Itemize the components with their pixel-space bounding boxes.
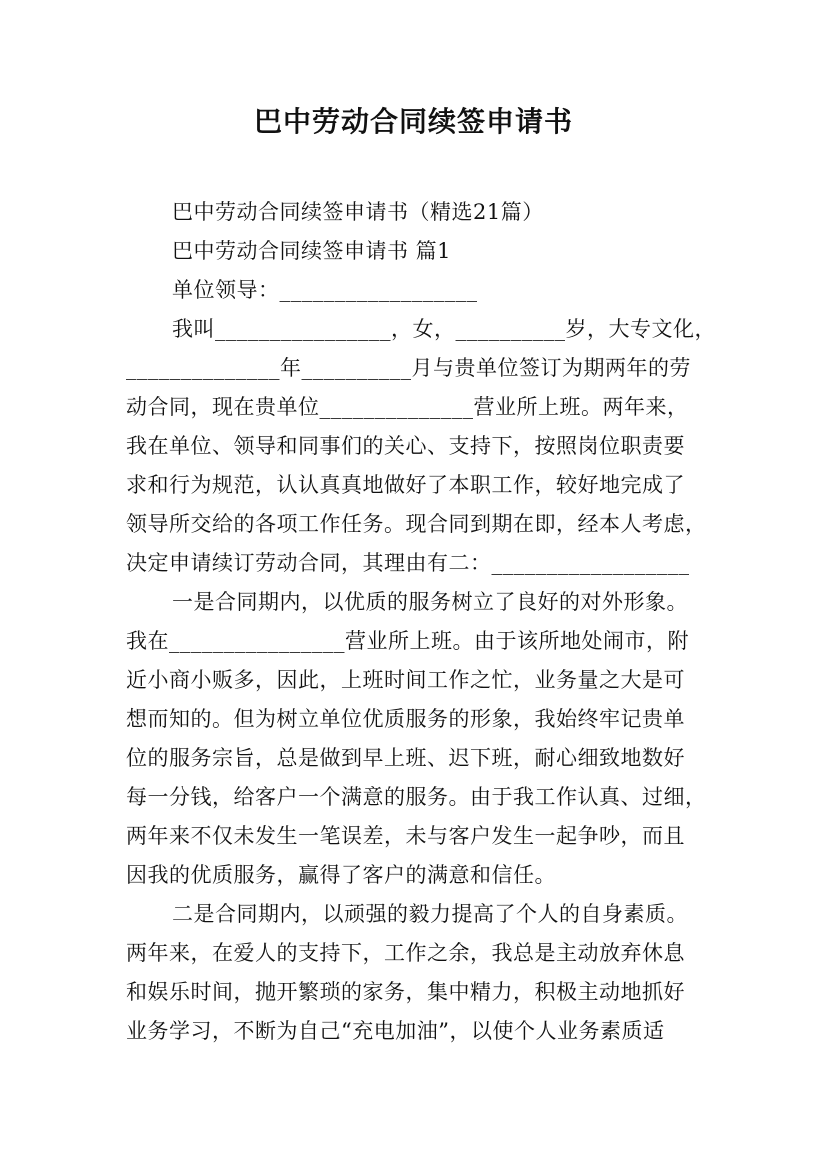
body-line: 动合同，现在贵单位______________营业所上班。两年来，	[126, 395, 689, 419]
section-heading-line: 巴中劳动合同续签申请书 篇1	[172, 239, 452, 263]
subtitle-line: 巴中劳动合同续签申请书（精选21篇）	[172, 200, 544, 224]
body-line: 二是合同期内，以顽强的毅力提高了个人的自身素质。	[172, 902, 688, 926]
body-line: 我在________________营业所上班。由于该所地处闹市，附	[126, 629, 689, 653]
body-line: 位的服务宗旨，总是做到早上班、迟下班，耐心细致地数好	[126, 746, 685, 770]
body-line: 两年来不仅未发生一笔误差，未与客户发生一起争吵，而且	[126, 824, 685, 848]
document-title: 巴中劳动合同续签申请书	[253, 105, 573, 138]
body-line: 我叫________________，女，__________岁，大专文化，	[172, 317, 716, 341]
body-line: 两年来，在爱人的支持下，工作之余，我总是主动放弃休息	[126, 941, 685, 965]
body-line: 领导所交给的各项工作任务。现合同到期在即，经本人考虑，	[126, 512, 707, 536]
body-line: ______________年__________月与贵单位签订为期两年的劳	[126, 356, 691, 380]
body-line: 求和行为规范，认认真真地做好了本职工作，较好地完成了	[126, 473, 685, 497]
salutation-line: 单位领导：__________________	[172, 278, 478, 302]
body-line: 想而知的。但为树立单位优质服务的形象，我始终牢记贵单	[126, 707, 685, 731]
body-line: 决定申请续订劳动合同，其理由有二：__________________	[126, 551, 690, 575]
body-line: 近小商小贩多，因此，上班时间工作之忙，业务量之大是可	[126, 668, 685, 692]
body-line: 和娱乐时间，抛开繁琐的家务，集中精力，积极主动地抓好	[126, 980, 685, 1004]
body-line: 因我的优质服务，赢得了客户的满意和信任。	[126, 863, 556, 887]
body-line: 我在单位、领导和同事们的关心、支持下，按照岗位职责要	[126, 434, 685, 458]
body-line: 一是合同期内，以优质的服务树立了良好的对外形象。	[172, 590, 688, 614]
body-line: 业务学习，不断为自己“充电加油”，以使个人业务素质适	[126, 1019, 665, 1043]
body-line: 每一分钱，给客户一个满意的服务。由于我工作认真、过细，	[126, 785, 707, 809]
